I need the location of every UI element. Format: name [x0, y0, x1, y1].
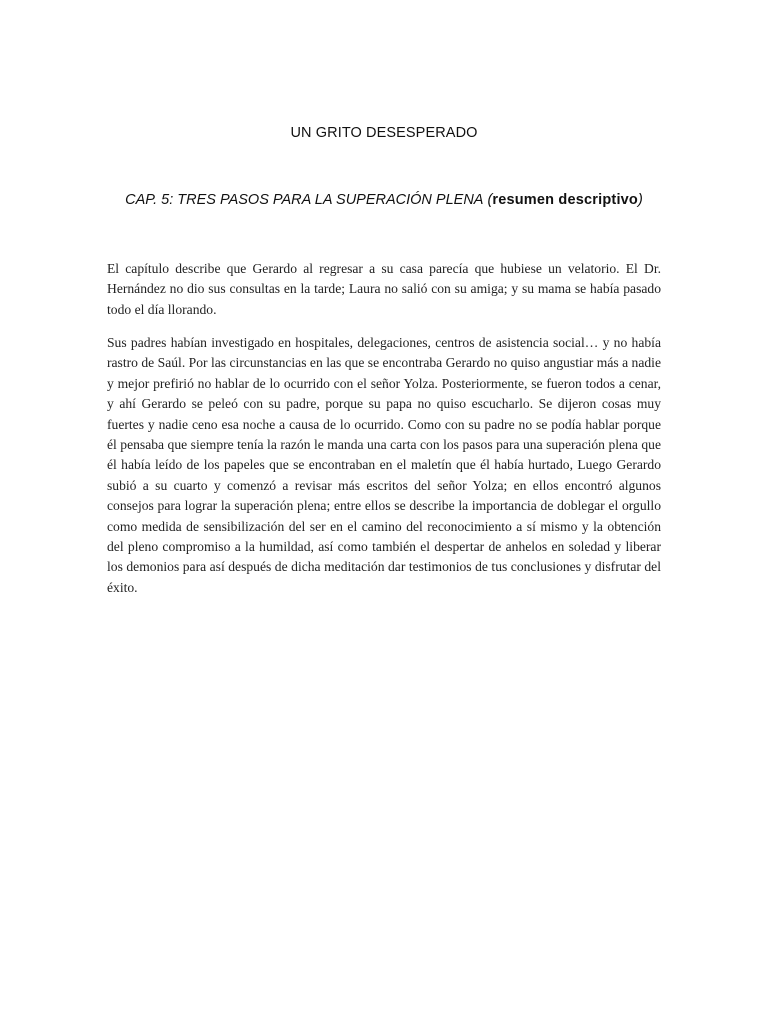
chapter-title: CAP. 5: TRES PASOS PARA LA SUPERACIÓN PLENA — [125, 192, 484, 208]
chapter-close-paren: ) — [638, 192, 643, 208]
document-title: UN GRITO DESESPERADO — [290, 125, 478, 141]
paragraph-main: Sus padres habían investigado en hospitales, delegaciones, centros de asistencia social… y no había rastro de Saúl. Por las circunstancias en las que se encontraba Gerardo no quiso angustiar más a nadie y mejor prefirió no hablar de lo ocurrido con el señor Yolza. Posteriormente, se fueron todos a cenar, y ahí Gerardo se peleó con su padre, porque su papa no quiso escucharlo. Se dijeron cosas muy fuertes y nadie ceno esa noche a causa de lo ocurrido. Como con su padre no se podía hablar porque él pensaba que siempre tenía la razón le manda una carta con los pasos para una superación plena que él había leído de los papeles que se encontraban en el maletín que él había hurtado, Luego Gerardo subió a su cuarto y comenzó a revisar más escritos del señor Yolza; en ellos encontró algunos consejos para lograr la superación plena; entre ellos se describe la importancia de doblegar el orgullo como medida de sensibilización del ser en el camino del reconocimiento a sí mismo y la obtención del pleno compromiso a la humildad, así como también el despertar de anhelos en soledad y liberar los demonios para así después de dicha meditación dar testimonios de tus conclusiones y disfrutar del éxito. — [107, 335, 661, 595]
chapter-note: resumen descriptivo — [492, 192, 638, 208]
chapter-open-paren: ( — [487, 192, 493, 208]
paragraph-intro: El capítulo describe que Gerardo al regresar a su casa parecía que hubiese un velatorio. El Dr. Hernández no dio sus consultas en la tarde; Laura no salió con su amiga; y su mama se había pasado todo el día llorando. — [107, 261, 661, 317]
chapter-heading — [0, 192, 768, 208]
